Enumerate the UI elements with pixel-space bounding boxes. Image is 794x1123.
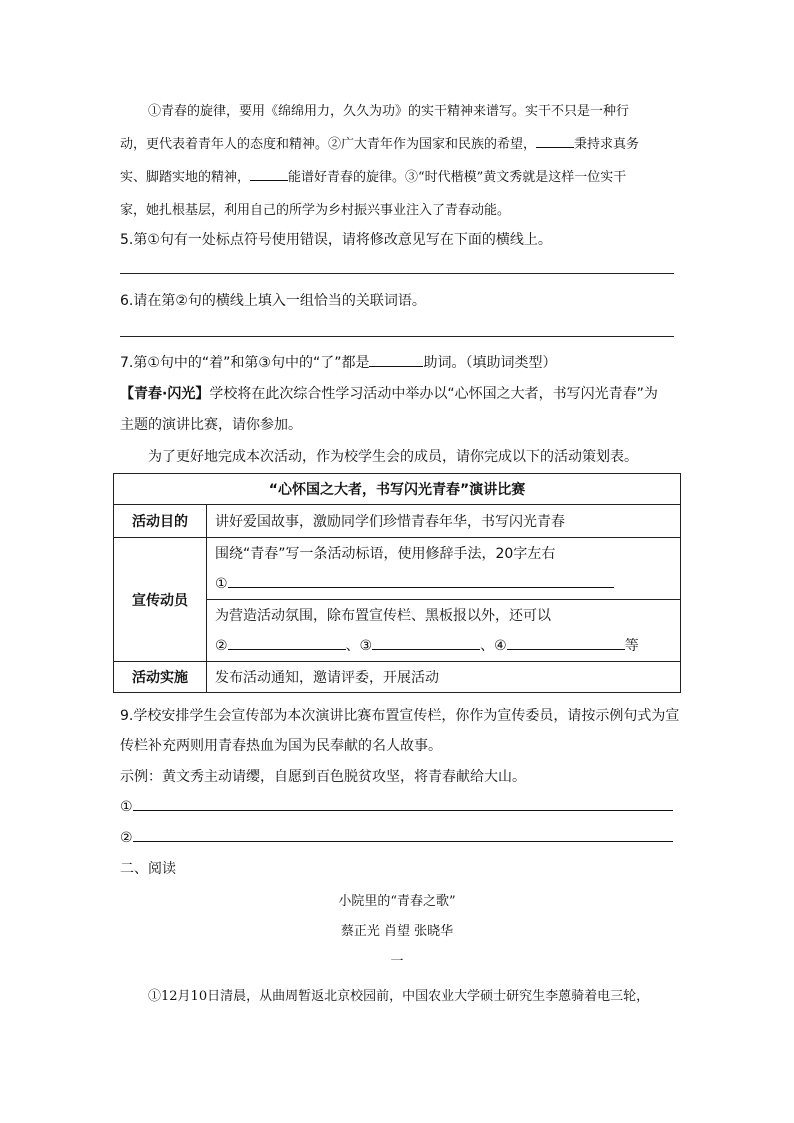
passage-line-2 <box>120 133 639 152</box>
article-paragraph-1: ①12月10日清晨，从曲周暂返北京校园前，中国农业大学硕士研究生李蒽骑着电三轮， <box>148 989 650 1004</box>
activity-intro-text: 学校将在此次综合性学习活动中举办以“心怀国之大者，书写闪光青春”为 <box>209 386 658 402</box>
row-value-purpose: 讲好爱国故事，激励同学们珍惜青春年华，书写闪光青春 <box>207 505 681 538</box>
row-cell-activities <box>207 600 681 662</box>
activities-end: 等 <box>624 637 639 654</box>
row-label-purpose: 活动目的 <box>114 505 207 538</box>
activity-tag: 【青春·闪光】 <box>120 386 210 402</box>
activity-blank-3[interactable] <box>372 635 480 650</box>
question-9-answer-2 <box>120 827 673 846</box>
article-title: 小院里的“青春之歌” <box>338 894 456 909</box>
activity-intro-3: 为了更好地完成本次活动，作为校学生会的成员，请你完成以下的活动策划表。 <box>148 449 638 465</box>
article-authors: 蔡正光 肖望 张晓华 <box>340 924 454 939</box>
answer-mark-2: ② <box>120 830 133 846</box>
answer-line-6[interactable] <box>120 336 674 337</box>
answer-blank-9-2[interactable] <box>133 827 673 842</box>
answer-mark-1: ① <box>120 799 133 815</box>
passage-line-1: ①青春的旋律，要用《绵绵用力，久久为功》的实干精神来谱写。实干不只是一种行 <box>148 104 630 119</box>
answer-line-5[interactable] <box>120 273 674 274</box>
passage-line-4: 家，她扎根基层，利用自己的所学为乡村振兴事业注入了青春动能。 <box>120 203 511 218</box>
question-7-text-a: 7.第①句中的“着”和第③句中的“了”都是 <box>120 355 370 371</box>
activity-plan-table <box>113 473 681 693</box>
blank-2a[interactable] <box>536 133 574 148</box>
row-label-implementation: 活动实施 <box>114 662 207 693</box>
question-9-example: 示例：黄文秀主动请缨，自愿到百色脱贫攻坚，将青春献给大山。 <box>120 769 526 785</box>
question-5: 5.第①句有一处标点符号使用错误，请将修改意见写在下面的横线上。 <box>120 232 552 248</box>
passage-line-2-end: 秉持求真务 <box>574 137 640 152</box>
slogan-prompt: 围绕“青春”写一条活动标语，使用修辞手法，20字左右 <box>215 545 556 562</box>
passage-line-3a: 实、脚踏实地的精神， <box>120 170 251 185</box>
activity-intro-1 <box>120 383 658 403</box>
activities-prompt: 为营造活动氛围，除布置宣传栏、黑板报以外，还可以 <box>215 607 551 624</box>
question-9-line-2: 传栏补充两则用青春热血为国为民奉献的名人故事。 <box>120 738 442 754</box>
activity-intro-2: 主题的演讲比赛，请你参加。 <box>120 417 302 433</box>
activities-answer-row <box>215 631 672 661</box>
section-heading-reading: 二、阅读 <box>120 861 176 877</box>
activity-blank-2[interactable] <box>228 635 346 650</box>
article-part-number: 一 <box>390 954 404 969</box>
question-9-answer-1 <box>120 796 673 815</box>
passage-line-2-text: 动，更代表着青年人的态度和精神。②广大青年作为国家和民族的希望， <box>120 137 537 152</box>
slogan-answer-row <box>215 569 672 599</box>
slogan-blank[interactable] <box>228 573 614 588</box>
passage-line-3 <box>120 166 626 185</box>
slogan-mark: ① <box>215 575 228 592</box>
passage-line-3b: 能谱好青春的旋律。③“时代楷模”黄文秀就是这样一位实干 <box>288 170 627 185</box>
row-value-implementation: 发布活动通知，邀请评委，开展活动 <box>207 662 681 693</box>
blank-7[interactable] <box>369 352 423 367</box>
mark-2: ② <box>215 637 228 654</box>
question-9-line-1: 9.学校安排学生会宣传部为本次演讲比赛布置宣传栏，你作为宣传委员，请按示例句式为宣 <box>120 708 680 724</box>
question-7-text-b: 助词。（填助词类型） <box>423 355 557 371</box>
row-label-promotion: 宣传动员 <box>114 538 207 662</box>
blank-2b[interactable] <box>250 166 288 181</box>
mark-4: 、④ <box>480 637 507 654</box>
row-cell-slogan <box>207 538 681 600</box>
activity-blank-4[interactable] <box>507 635 625 650</box>
answer-blank-9-1[interactable] <box>133 796 673 811</box>
question-6: 6.请在第②句的横线上填入一组恰当的关联词语。 <box>120 293 426 309</box>
question-7 <box>120 352 556 372</box>
mark-3: 、③ <box>345 637 373 654</box>
table-title: “心怀国之大者，书写闪光青春”演讲比赛 <box>114 474 681 505</box>
